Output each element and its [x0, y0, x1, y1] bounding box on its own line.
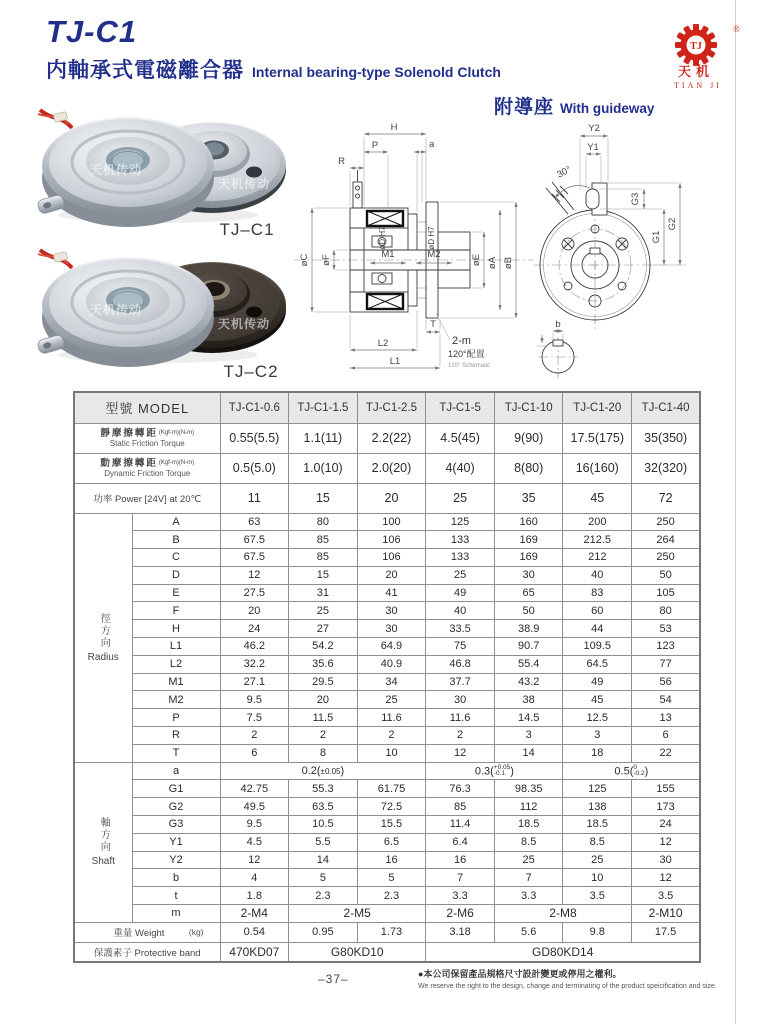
dim-value-cell: 38.9 — [494, 620, 563, 638]
dim-value-cell: 250 — [632, 549, 701, 567]
dim-value-cell: 14.5 — [494, 709, 563, 727]
dim-value-cell: 29.5 — [289, 673, 358, 691]
page-title: TJ-C1 — [46, 14, 138, 49]
dim-value-cell: 30 — [632, 851, 701, 869]
merged-cell: 2-M8 — [494, 905, 631, 923]
dim-value-cell: 133 — [426, 549, 495, 567]
dim-label-G3: G3 — [630, 192, 641, 206]
dim-label-dD-left: øD H7 — [378, 226, 387, 250]
spec-value-cell: 4.5(45) — [426, 423, 495, 453]
dim-value-cell: 53 — [632, 620, 701, 638]
dim-value-cell: 14 — [494, 744, 563, 762]
dim-value-cell: 49 — [563, 673, 632, 691]
dim-value-cell: 2 — [357, 727, 426, 745]
weight-value-cell: 0.95 — [289, 922, 358, 942]
dim-value-cell: 6 — [632, 727, 701, 745]
front-view-drawing — [528, 110, 765, 392]
dim-row-label: E — [132, 584, 220, 602]
dim-label-Y2: Y2 — [588, 123, 600, 134]
dim-value-cell: 7 — [426, 869, 495, 887]
dim-value-cell: 75 — [426, 638, 495, 656]
dim-value-cell: 20 — [220, 602, 289, 620]
dim-value-cell: 125 — [563, 780, 632, 798]
dim-value-cell: 46.2 — [220, 638, 289, 656]
dim-value-cell: 24 — [632, 816, 701, 834]
subtitle-zh: 内軸承式電磁離合器 — [46, 59, 244, 82]
dim-value-cell: 55.3 — [289, 780, 358, 798]
dim-value-cell: 33.5 — [426, 620, 495, 638]
dim-value-cell: 35.6 — [289, 655, 358, 673]
dim-row-label: M2 — [132, 691, 220, 709]
dim-value-cell: 30 — [357, 602, 426, 620]
spec-value-cell: 45 — [563, 483, 632, 513]
dim-value-cell: 46.8 — [426, 655, 495, 673]
dim-value-cell: 9.5 — [220, 691, 289, 709]
dim-value-cell: 25 — [494, 851, 563, 869]
spec-value-cell: 25 — [426, 483, 495, 513]
dim-value-cell: 25 — [357, 691, 426, 709]
dim-value-cell: 10.5 — [289, 816, 358, 834]
tap-label: 2-m — [452, 335, 471, 347]
dim-row-label: Y1 — [132, 833, 220, 851]
spec-value-cell: 2.2(22) — [357, 423, 426, 453]
dim-value-cell: 65 — [494, 584, 563, 602]
dim-value-cell: 64.9 — [357, 638, 426, 656]
dim-value-cell: 169 — [494, 531, 563, 549]
dim-value-cell: 1.8 — [220, 887, 289, 905]
dim-value-cell: 4 — [220, 869, 289, 887]
dim-value-cell: 8.5 — [563, 833, 632, 851]
model-header-cell: 型號 MODEL — [74, 392, 220, 423]
dim-value-cell: 2.3 — [357, 887, 426, 905]
dim-value-cell: 44 — [563, 620, 632, 638]
dim-value-cell: 100 — [357, 513, 426, 531]
model-col-header: TJ-C1-2.5 — [357, 392, 426, 423]
dim-row-label: L2 — [132, 655, 220, 673]
model-col-header: TJ-C1-40 — [632, 392, 701, 423]
product-photo-tjc2 — [28, 246, 290, 368]
dim-value-cell: 8 — [289, 744, 358, 762]
dim-value-cell: 9.5 — [220, 816, 289, 834]
note-en: We reserve the right to the design, change and terminating of the product speicification and size. — [418, 983, 717, 990]
dim-row-label: B — [132, 531, 220, 549]
dim-value-cell: 8.5 — [494, 833, 563, 851]
spec-value-cell: 17.5(175) — [563, 423, 632, 453]
dim-label-dB: øB — [503, 256, 514, 270]
dim-value-cell: 31 — [289, 584, 358, 602]
dim-value-cell: 20 — [357, 566, 426, 584]
dim-value-cell: 67.5 — [220, 549, 289, 567]
spec-value-cell: 8(80) — [494, 453, 563, 483]
dim-value-cell: 30 — [494, 566, 563, 584]
dim-value-cell: 27.1 — [220, 673, 289, 691]
dim-value-cell: 12.5 — [563, 709, 632, 727]
dim-value-cell: 18 — [563, 744, 632, 762]
spec-value-cell: 16(160) — [563, 453, 632, 483]
dim-value-cell: 12 — [220, 851, 289, 869]
dim-value-cell: 105 — [632, 584, 701, 602]
dim-label-dF: øF — [321, 254, 332, 266]
weight-value-cell: 1.73 — [357, 922, 426, 942]
note-bullet: ● — [418, 969, 424, 979]
dim-value-cell: 3.3 — [494, 887, 563, 905]
spec-value-cell: 20 — [357, 483, 426, 513]
spec-value-cell: 4(40) — [426, 453, 495, 483]
dim-value-cell: 49.5 — [220, 798, 289, 816]
dim-value-cell: 45 — [563, 691, 632, 709]
dim-value-cell: 15 — [289, 566, 358, 584]
dim-value-cell: 80 — [632, 602, 701, 620]
dim-value-cell: 77 — [632, 655, 701, 673]
dim-value-cell: 7 — [494, 869, 563, 887]
dim-value-cell: 5.5 — [289, 833, 358, 851]
front-dimensions — [555, 123, 686, 265]
dim-value-cell: 24 — [220, 620, 289, 638]
dim-value-cell: 41 — [357, 584, 426, 602]
merged-cell: G80KD10 — [289, 942, 426, 962]
dim-row-label: C — [132, 549, 220, 567]
dim-row-label: T — [132, 744, 220, 762]
dim-value-cell: 37.7 — [426, 673, 495, 691]
company-logo — [653, 12, 749, 98]
dim-value-cell: 2 — [289, 727, 358, 745]
dim-value-cell: 40 — [563, 566, 632, 584]
dim-value-cell: 169 — [494, 549, 563, 567]
dim-value-cell: 25 — [289, 602, 358, 620]
spec-row-label: 動摩擦轉距$^{(Kgf-m)(N-m)}$ Dynamic Friction Torque — [74, 453, 220, 483]
dim-value-cell: 155 — [632, 780, 701, 798]
dim-value-cell: 250 — [632, 513, 701, 531]
dim-value-cell: 40 — [426, 602, 495, 620]
spec-value-cell: 1.1(11) — [289, 423, 358, 453]
dim-value-cell: 2 — [220, 727, 289, 745]
dim-value-cell: 3.5 — [563, 887, 632, 905]
guideway-zh: 附導座 — [494, 97, 555, 118]
dim-row-label: G1 — [132, 780, 220, 798]
watermark: 天机传动 — [217, 177, 271, 191]
merged-cell: 2-M5 — [289, 905, 426, 923]
subtitle-en: Internal bearing-type Solenold Clutch — [252, 64, 501, 80]
dim-value-cell: 12 — [632, 869, 701, 887]
dim-value-cell: 56 — [632, 673, 701, 691]
section-dimensions — [299, 122, 516, 369]
page-number: –37– — [318, 972, 349, 986]
spec-value-cell: 11 — [220, 483, 289, 513]
dim-value-cell: 6 — [220, 744, 289, 762]
dim-label-dC: øC — [299, 253, 310, 267]
dim-value-cell: 83 — [563, 584, 632, 602]
dim-value-cell: 63 — [220, 513, 289, 531]
spec-table — [73, 391, 701, 963]
dim-label-P: P — [371, 140, 379, 151]
spec-value-cell: 72 — [632, 483, 701, 513]
dim-value-cell: 12 — [220, 566, 289, 584]
merged-cell: 2-M10 — [632, 905, 701, 923]
dim-row-label: H — [132, 620, 220, 638]
dim-value-cell: 85 — [426, 798, 495, 816]
dim-value-cell: 7.5 — [220, 709, 289, 727]
dim-row-label: m — [132, 905, 220, 923]
dim-label-L2: L2 — [377, 338, 389, 349]
dim-value-cell: 90.7 — [494, 638, 563, 656]
dim-value-cell: 6.5 — [357, 833, 426, 851]
weight-row-label: (kg) 重量 Weight — [74, 922, 220, 942]
dim-value-cell: 12 — [632, 833, 701, 851]
dim-label-a: a — [429, 139, 435, 150]
dim-value-cell: 138 — [563, 798, 632, 816]
dim-value-cell: 11.6 — [357, 709, 426, 727]
dim-value-cell: 109.5 — [563, 638, 632, 656]
dim-value-cell: 125 — [426, 513, 495, 531]
dim-label-R: R — [338, 156, 345, 167]
spec-value-cell: 32(320) — [632, 453, 701, 483]
gear-icon — [675, 24, 717, 66]
dim-value-cell: 32.2 — [220, 655, 289, 673]
dim-value-cell: 55.4 — [494, 655, 563, 673]
dim-value-cell: 54.2 — [289, 638, 358, 656]
dim-value-cell: 54 — [632, 691, 701, 709]
dim-label-H: H — [390, 122, 398, 133]
weight-value-cell: 5.6 — [494, 922, 563, 942]
spec-row-label: 靜摩擦轉距$^{(Kgf-m)(N-m)}$ Static Friction Torque — [74, 423, 220, 453]
dim-row-label: L1 — [132, 638, 220, 656]
dim-value-cell: 85 — [289, 549, 358, 567]
photo-label-tjc1: TJ–C1 — [219, 220, 275, 239]
dim-value-cell: 67.5 — [220, 531, 289, 549]
dim-value-cell: 72.5 — [357, 798, 426, 816]
dim-label-dA: øA — [487, 256, 498, 270]
dim-value-cell: 76.3 — [426, 780, 495, 798]
spec-value-cell: 0.55(5.5) — [220, 423, 289, 453]
watermark: 天机传动 — [89, 163, 143, 177]
section-geometry — [350, 170, 470, 318]
spec-value-cell: 0.5(5.0) — [220, 453, 289, 483]
dim-value-cell: 50 — [632, 566, 701, 584]
dim-row-label: R — [132, 727, 220, 745]
dim-row-label: F — [132, 602, 220, 620]
dim-label-L1: L1 — [389, 356, 401, 367]
page-subtitle — [46, 54, 501, 84]
dim-label-G2: G2 — [667, 217, 678, 231]
dim-value-cell: 173 — [632, 798, 701, 816]
merged-cell: GD80KD14 — [426, 942, 700, 962]
dim-value-cell: 16 — [357, 851, 426, 869]
dim-value-cell: 98.35 — [494, 780, 563, 798]
spec-value-cell: 2.0(20) — [357, 453, 426, 483]
dim-value-cell: 160 — [494, 513, 563, 531]
dim-label-T: T — [430, 319, 436, 330]
dim-value-cell: 10 — [357, 744, 426, 762]
dim-row-label: t — [132, 887, 220, 905]
dim-value-cell: 5 — [357, 869, 426, 887]
dim-value-cell: 18.5 — [494, 816, 563, 834]
dim-value-cell: 10 — [563, 869, 632, 887]
merged-cell: 2-M6 — [426, 905, 495, 923]
dim-row-label: b — [132, 869, 220, 887]
dim-row-label: P — [132, 709, 220, 727]
dim-value-cell: 11.4 — [426, 816, 495, 834]
dim-label-Y1: Y1 — [587, 142, 599, 153]
weight-value-cell: 3.18 — [426, 922, 495, 942]
dim-label-30deg: 30° — [555, 164, 574, 181]
logo-name-en: TIAN JI — [674, 81, 722, 90]
product-photo-tjc1 — [28, 106, 290, 228]
dim-value-cell: 85 — [289, 531, 358, 549]
dim-value-cell: 133 — [426, 531, 495, 549]
dim-value-cell: 49 — [426, 584, 495, 602]
dim-value-cell: 212.5 — [563, 531, 632, 549]
dim-value-cell: 38 — [494, 691, 563, 709]
dim-value-cell: 50 — [494, 602, 563, 620]
dim-value-cell: 42.75 — [220, 780, 289, 798]
dim-value-cell: 12 — [426, 744, 495, 762]
dim-row-label: M1 — [132, 673, 220, 691]
model-col-header: TJ-C1-5 — [426, 392, 495, 423]
radius-group-label: 徑方向 Radius — [74, 513, 132, 762]
arrange-label: 120°配置 — [448, 349, 485, 359]
dim-label-b: b — [555, 319, 561, 330]
model-col-header: TJ-C1-0.6 — [220, 392, 289, 423]
dim-row-label: G2 — [132, 798, 220, 816]
dim-row-label: Y2 — [132, 851, 220, 869]
dim-value-cell: 3.3 — [426, 887, 495, 905]
merged-cell: 0.3( +0.05 -0.1 ) — [426, 762, 563, 780]
dim-value-cell: 14 — [289, 851, 358, 869]
dim-value-cell: 30 — [357, 620, 426, 638]
merged-cell: 2-M4 — [220, 905, 289, 923]
dim-value-cell: 5 — [289, 869, 358, 887]
dim-value-cell: 3 — [563, 727, 632, 745]
protective-row-label: 保護素子 Protective band — [74, 942, 220, 962]
model-col-header: TJ-C1-1.5 — [289, 392, 358, 423]
weight-value-cell: 9.8 — [563, 922, 632, 942]
dim-label-M1: M1 — [381, 249, 395, 260]
weight-value-cell: 0.54 — [220, 922, 289, 942]
dim-value-cell: 30 — [426, 691, 495, 709]
footer-note — [418, 964, 748, 990]
spec-value-cell: 35(350) — [632, 423, 701, 453]
dim-value-cell: 106 — [357, 549, 426, 567]
watermark: 天机传动 — [217, 317, 271, 331]
dim-value-cell: 27 — [289, 620, 358, 638]
dim-value-cell: 13 — [632, 709, 701, 727]
dim-value-cell: 112 — [494, 798, 563, 816]
dim-value-cell: 16 — [426, 851, 495, 869]
dim-value-cell: 40.9 — [357, 655, 426, 673]
dim-value-cell: 123 — [632, 638, 701, 656]
dim-value-cell: 212 — [563, 549, 632, 567]
dim-value-cell: 18.5 — [563, 816, 632, 834]
shaft-group-label: 軸方向 Shaft — [74, 762, 132, 922]
dim-value-cell: 11.5 — [289, 709, 358, 727]
dim-value-cell: 15.5 — [357, 816, 426, 834]
photo-label-tjc2: TJ–C2 — [223, 362, 279, 381]
spec-value-cell: 9(90) — [494, 423, 563, 453]
dim-row-label: D — [132, 566, 220, 584]
model-col-header: TJ-C1-20 — [563, 392, 632, 423]
dim-value-cell: 22 — [632, 744, 701, 762]
dim-value-cell: 27.5 — [220, 584, 289, 602]
dim-value-cell: 20 — [289, 691, 358, 709]
section-drawing — [288, 110, 540, 392]
dim-value-cell: 2 — [426, 727, 495, 745]
dim-row-label: a — [132, 762, 220, 780]
dim-value-cell: 61.75 — [357, 780, 426, 798]
dim-value-cell: 64.5 — [563, 655, 632, 673]
watermark: 天机传动 — [89, 303, 143, 317]
dim-value-cell: 106 — [357, 531, 426, 549]
note-zh: 本公司保留產品規格尺寸設計變更或停用之權利。 — [423, 969, 622, 979]
logo-monogram: TJ — [690, 41, 702, 52]
dim-value-cell: 60 — [563, 602, 632, 620]
schematic-label: 120° Schematic — [448, 363, 491, 369]
front-geometry — [534, 182, 662, 332]
merged-cell: 470KD07 — [220, 942, 289, 962]
dim-value-cell: 6.4 — [426, 833, 495, 851]
dim-label-G1: G1 — [651, 230, 662, 244]
dim-row-label: A — [132, 513, 220, 531]
guideway-en: With guideway — [560, 101, 655, 116]
dim-label-dD-right: øD H7 — [427, 226, 436, 250]
dim-value-cell: 63.5 — [289, 798, 358, 816]
dim-value-cell: 43.2 — [494, 673, 563, 691]
dim-value-cell: 200 — [563, 513, 632, 531]
merged-cell: 0.2(±0.05) — [220, 762, 426, 780]
dim-value-cell: 3 — [494, 727, 563, 745]
dim-row-label: G3 — [132, 816, 220, 834]
dim-label-M2: M2 — [427, 249, 441, 260]
logo-name-zh: 天机 — [677, 64, 715, 79]
dim-value-cell: 11.6 — [426, 709, 495, 727]
dim-value-cell: 2.3 — [289, 887, 358, 905]
spec-value-cell: 15 — [289, 483, 358, 513]
dim-value-cell: 25 — [563, 851, 632, 869]
dim-value-cell: 4.5 — [220, 833, 289, 851]
spec-value-cell: 1.0(10) — [289, 453, 358, 483]
dim-value-cell: 80 — [289, 513, 358, 531]
weight-value-cell: 17.5 — [632, 922, 701, 942]
keyway-detail — [536, 319, 578, 378]
spec-row-label: 功率 Power [24V] at 20℃ — [74, 483, 220, 513]
registered-mark: ® — [733, 24, 740, 34]
model-col-header: TJ-C1-10 — [494, 392, 563, 423]
dim-value-cell: 25 — [426, 566, 495, 584]
spec-value-cell: 35 — [494, 483, 563, 513]
dim-value-cell: 264 — [632, 531, 701, 549]
dim-value-cell: 34 — [357, 673, 426, 691]
merged-cell: 0.5( 0 -0.2 ) — [563, 762, 700, 780]
dim-label-dE: øE — [471, 253, 482, 267]
dim-value-cell: 3.5 — [632, 887, 701, 905]
